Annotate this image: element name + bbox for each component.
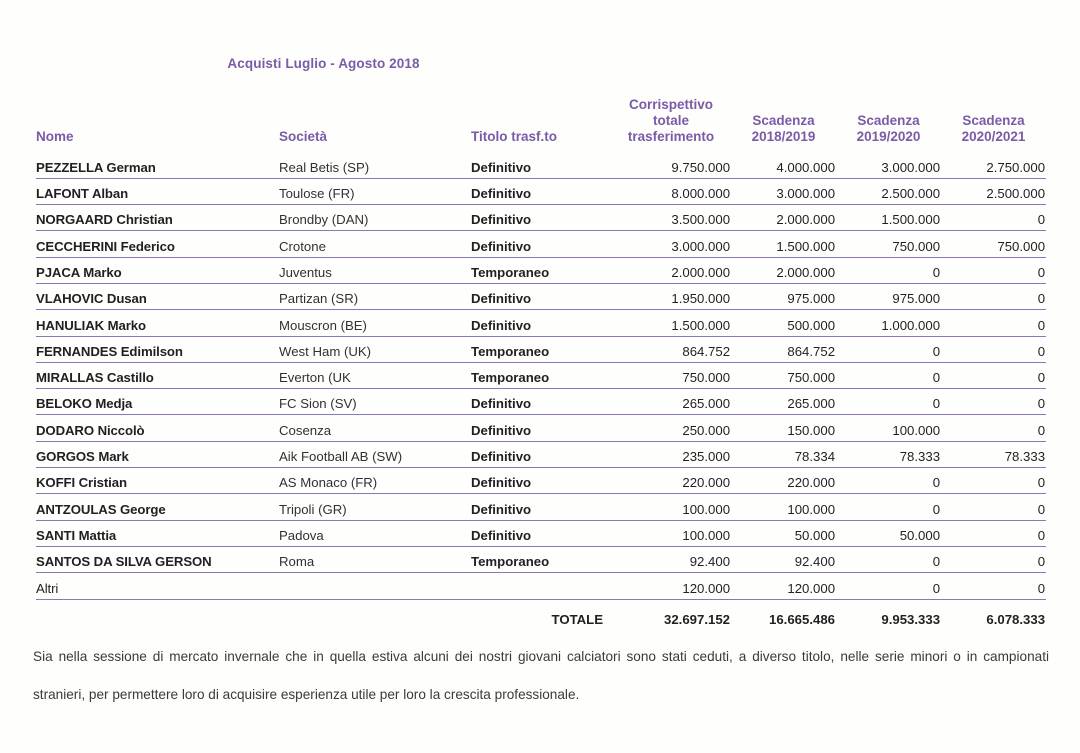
cell-titolo: Definitivo bbox=[471, 520, 611, 546]
cell-scadenza-2019-2020: 0 bbox=[836, 257, 941, 283]
scadenza2-line-1: Scadenza bbox=[857, 113, 920, 128]
cell-scadenza-2018-2019: 975.000 bbox=[731, 283, 836, 309]
table-title: Acquisti Luglio - Agosto 2018 bbox=[227, 56, 420, 71]
column-header-societa: Società bbox=[279, 129, 328, 144]
column-header-scadenza-2020-2021 bbox=[941, 97, 1046, 152]
cell-scadenza-2020-2021: 750.000 bbox=[941, 231, 1046, 257]
cell-corrispettivo-totale: 8.000.000 bbox=[611, 178, 731, 204]
cell-corrispettivo-totale: 750.000 bbox=[611, 362, 731, 388]
scadenza3-line-1: Scadenza bbox=[962, 113, 1025, 128]
cell-scadenza-2020-2021: 0 bbox=[941, 362, 1046, 388]
cell-nome: LAFONT Alban bbox=[36, 178, 279, 204]
table-row bbox=[36, 520, 1046, 546]
cell-societa: Crotone bbox=[279, 231, 471, 257]
cell-scadenza-2018-2019: 4.000.000 bbox=[731, 152, 836, 178]
table-row bbox=[36, 468, 1046, 494]
cell-corrispettivo-totale: 235.000 bbox=[611, 441, 731, 467]
cell-scadenza-2019-2020: 50.000 bbox=[836, 520, 941, 546]
cell-nome: CECCHERINI Federico bbox=[36, 231, 279, 257]
column-header-scadenza-2018-2019 bbox=[731, 97, 836, 152]
cell-scadenza-2020-2021: 0 bbox=[941, 257, 1046, 283]
total-scadenza-2018-2019: 16.665.486 bbox=[769, 612, 836, 628]
cell-nome: FERNANDES Edimilson bbox=[36, 336, 279, 362]
cell-societa: Tripoli (GR) bbox=[279, 494, 471, 520]
table-row bbox=[36, 205, 1046, 231]
scadenza1-line-2: 2018/2019 bbox=[751, 129, 816, 144]
corrispettivo-line-2: totale bbox=[653, 113, 690, 128]
cell-scadenza-2019-2020: 3.000.000 bbox=[836, 152, 941, 178]
cell-scadenza-2018-2019: 750.000 bbox=[731, 362, 836, 388]
cell-titolo: Temporaneo bbox=[471, 362, 611, 388]
cell-corrispettivo-totale: 864.752 bbox=[611, 336, 731, 362]
table-row bbox=[36, 389, 1046, 415]
cell-nome: HANULIAK Marko bbox=[36, 310, 279, 336]
column-header-titolo: Titolo trasf.to bbox=[471, 129, 557, 144]
cell-scadenza-2018-2019: 100.000 bbox=[731, 494, 836, 520]
corrispettivo-line-1: Corrispettivo bbox=[629, 97, 714, 112]
cell-scadenza-2019-2020: 0 bbox=[836, 573, 941, 599]
cell-nome: Altri bbox=[36, 573, 279, 599]
table-row bbox=[36, 310, 1046, 336]
cell-scadenza-2020-2021: 2.500.000 bbox=[941, 178, 1046, 204]
cell-scadenza-2020-2021: 0 bbox=[941, 283, 1046, 309]
total-label: TOTALE bbox=[551, 612, 604, 628]
cell-titolo: Definitivo bbox=[471, 389, 611, 415]
cell-societa: Roma bbox=[279, 546, 471, 572]
cell-nome: KOFFI Cristian bbox=[36, 468, 279, 494]
cell-scadenza-2019-2020: 975.000 bbox=[836, 283, 941, 309]
cell-titolo: Definitivo bbox=[471, 310, 611, 336]
cell-titolo: Definitivo bbox=[471, 178, 611, 204]
cell-corrispettivo-totale: 120.000 bbox=[611, 573, 731, 599]
cell-corrispettivo-totale: 9.750.000 bbox=[611, 152, 731, 178]
table-row bbox=[36, 283, 1046, 309]
cell-scadenza-2020-2021: 0 bbox=[941, 573, 1046, 599]
table-row bbox=[36, 178, 1046, 204]
column-header-nome: Nome bbox=[36, 129, 74, 144]
cell-corrispettivo-totale: 220.000 bbox=[611, 468, 731, 494]
cell-societa: Everton (UK bbox=[279, 362, 471, 388]
cell-scadenza-2019-2020: 0 bbox=[836, 546, 941, 572]
cell-scadenza-2020-2021: 0 bbox=[941, 415, 1046, 441]
total-corrispettivo: 32.697.152 bbox=[664, 612, 731, 628]
cell-scadenza-2018-2019: 92.400 bbox=[731, 546, 836, 572]
cell-societa: Brondby (DAN) bbox=[279, 205, 471, 231]
cell-scadenza-2019-2020: 100.000 bbox=[836, 415, 941, 441]
column-header-scadenza-2019-2020 bbox=[836, 97, 941, 152]
cell-nome: BELOKO Medja bbox=[36, 389, 279, 415]
total-scadenza-2019-2020: 9.953.333 bbox=[881, 612, 941, 628]
cell-titolo: Definitivo bbox=[471, 468, 611, 494]
cell-scadenza-2020-2021: 0 bbox=[941, 205, 1046, 231]
acquisitions-table bbox=[36, 56, 1046, 627]
cell-titolo: Temporaneo bbox=[471, 546, 611, 572]
cell-nome: VLAHOVIC Dusan bbox=[36, 283, 279, 309]
cell-societa: Cosenza bbox=[279, 415, 471, 441]
table-row bbox=[36, 257, 1046, 283]
cell-societa: Mouscron (BE) bbox=[279, 310, 471, 336]
cell-scadenza-2019-2020: 0 bbox=[836, 494, 941, 520]
cell-corrispettivo-totale: 2.000.000 bbox=[611, 257, 731, 283]
cell-nome: NORGAARD Christian bbox=[36, 205, 279, 231]
cell-corrispettivo-totale: 100.000 bbox=[611, 520, 731, 546]
cell-scadenza-2018-2019: 220.000 bbox=[731, 468, 836, 494]
table-row bbox=[36, 546, 1046, 572]
cell-societa: Partizan (SR) bbox=[279, 283, 471, 309]
cell-nome: SANTOS DA SILVA GERSON bbox=[36, 546, 279, 572]
cell-scadenza-2018-2019: 3.000.000 bbox=[731, 178, 836, 204]
cell-nome: MIRALLAS Castillo bbox=[36, 362, 279, 388]
table-row bbox=[36, 494, 1046, 520]
cell-societa: FC Sion (SV) bbox=[279, 389, 471, 415]
cell-scadenza-2020-2021: 78.333 bbox=[941, 441, 1046, 467]
cell-scadenza-2019-2020: 2.500.000 bbox=[836, 178, 941, 204]
cell-scadenza-2020-2021: 0 bbox=[941, 389, 1046, 415]
cell-scadenza-2020-2021: 0 bbox=[941, 468, 1046, 494]
cell-scadenza-2018-2019: 50.000 bbox=[731, 520, 836, 546]
cell-titolo: Definitivo bbox=[471, 415, 611, 441]
cell-corrispettivo-totale: 3.500.000 bbox=[611, 205, 731, 231]
column-header-corrispettivo bbox=[611, 97, 731, 152]
cell-scadenza-2019-2020: 0 bbox=[836, 468, 941, 494]
cell-scadenza-2018-2019: 864.752 bbox=[731, 336, 836, 362]
cell-scadenza-2019-2020: 0 bbox=[836, 362, 941, 388]
acquisitions-table-container bbox=[36, 56, 1046, 627]
cell-scadenza-2018-2019: 2.000.000 bbox=[731, 205, 836, 231]
cell-titolo: Temporaneo bbox=[471, 257, 611, 283]
table-row bbox=[36, 231, 1046, 257]
cell-corrispettivo-totale: 100.000 bbox=[611, 494, 731, 520]
table-row bbox=[36, 336, 1046, 362]
cell-scadenza-2018-2019: 500.000 bbox=[731, 310, 836, 336]
cell-nome: ANTZOULAS George bbox=[36, 494, 279, 520]
cell-societa bbox=[279, 573, 471, 599]
cell-corrispettivo-totale: 1.950.000 bbox=[611, 283, 731, 309]
cell-scadenza-2020-2021: 0 bbox=[941, 520, 1046, 546]
cell-titolo: Definitivo bbox=[471, 152, 611, 178]
cell-scadenza-2019-2020: 1.000.000 bbox=[836, 310, 941, 336]
cell-scadenza-2020-2021: 2.750.000 bbox=[941, 152, 1046, 178]
cell-nome: GORGOS Mark bbox=[36, 441, 279, 467]
cell-societa: Aik Football AB (SW) bbox=[279, 441, 471, 467]
cell-titolo: Definitivo bbox=[471, 205, 611, 231]
cell-societa: Real Betis (SP) bbox=[279, 152, 471, 178]
table-row bbox=[36, 152, 1046, 178]
cell-corrispettivo-totale: 265.000 bbox=[611, 389, 731, 415]
cell-scadenza-2019-2020: 1.500.000 bbox=[836, 205, 941, 231]
cell-titolo: Definitivo bbox=[471, 494, 611, 520]
cell-scadenza-2019-2020: 0 bbox=[836, 336, 941, 362]
cell-scadenza-2018-2019: 120.000 bbox=[731, 573, 836, 599]
cell-societa: AS Monaco (FR) bbox=[279, 468, 471, 494]
cell-nome: SANTI Mattia bbox=[36, 520, 279, 546]
cell-scadenza-2020-2021: 0 bbox=[941, 336, 1046, 362]
cell-corrispettivo-totale: 250.000 bbox=[611, 415, 731, 441]
table-title-row bbox=[36, 56, 1046, 97]
body-paragraph bbox=[33, 638, 1049, 714]
cell-scadenza-2020-2021: 0 bbox=[941, 546, 1046, 572]
cell-societa: Padova bbox=[279, 520, 471, 546]
table-row bbox=[36, 415, 1046, 441]
cell-titolo: Temporaneo bbox=[471, 336, 611, 362]
cell-scadenza-2018-2019: 2.000.000 bbox=[731, 257, 836, 283]
scadenza3-line-2: 2020/2021 bbox=[961, 129, 1026, 144]
table-body bbox=[36, 152, 1046, 599]
cell-scadenza-2018-2019: 265.000 bbox=[731, 389, 836, 415]
cell-scadenza-2018-2019: 78.334 bbox=[731, 441, 836, 467]
cell-scadenza-2020-2021: 0 bbox=[941, 310, 1046, 336]
scadenza2-line-2: 2019/2020 bbox=[856, 129, 921, 144]
cell-societa: West Ham (UK) bbox=[279, 336, 471, 362]
table-row bbox=[36, 573, 1046, 599]
cell-titolo: Definitivo bbox=[471, 231, 611, 257]
cell-scadenza-2019-2020: 78.333 bbox=[836, 441, 941, 467]
table-header-row bbox=[36, 97, 1046, 152]
table-row bbox=[36, 441, 1046, 467]
cell-nome: PJACA Marko bbox=[36, 257, 279, 283]
cell-scadenza-2018-2019: 1.500.000 bbox=[731, 231, 836, 257]
cell-scadenza-2020-2021: 0 bbox=[941, 494, 1046, 520]
cell-scadenza-2018-2019: 150.000 bbox=[731, 415, 836, 441]
cell-nome: PEZZELLA German bbox=[36, 152, 279, 178]
cell-titolo: Definitivo bbox=[471, 283, 611, 309]
total-scadenza-2020-2021: 6.078.333 bbox=[986, 612, 1046, 628]
scadenza1-line-1: Scadenza bbox=[752, 113, 815, 128]
cell-nome: DODARO Niccolò bbox=[36, 415, 279, 441]
paragraph-text: Sia nella sessione di mercato invernale che in quella estiva alcuni dei nostri giovani calciatori sono stati ceduti, a diverso titolo, nelle serie minori o in campionati stranieri, per permettere loro di acquisire esperienza utile per loro la crescita professionale. bbox=[33, 649, 1049, 702]
cell-titolo bbox=[471, 573, 611, 599]
cell-titolo: Definitivo bbox=[471, 441, 611, 467]
cell-scadenza-2019-2020: 0 bbox=[836, 389, 941, 415]
table-row bbox=[36, 362, 1046, 388]
cell-corrispettivo-totale: 92.400 bbox=[611, 546, 731, 572]
cell-corrispettivo-totale: 1.500.000 bbox=[611, 310, 731, 336]
cell-scadenza-2019-2020: 750.000 bbox=[836, 231, 941, 257]
table-total-row bbox=[36, 599, 1046, 627]
cell-societa: Toulose (FR) bbox=[279, 178, 471, 204]
cell-societa: Juventus bbox=[279, 257, 471, 283]
cell-corrispettivo-totale: 3.000.000 bbox=[611, 231, 731, 257]
corrispettivo-line-3: trasferimento bbox=[627, 129, 715, 144]
